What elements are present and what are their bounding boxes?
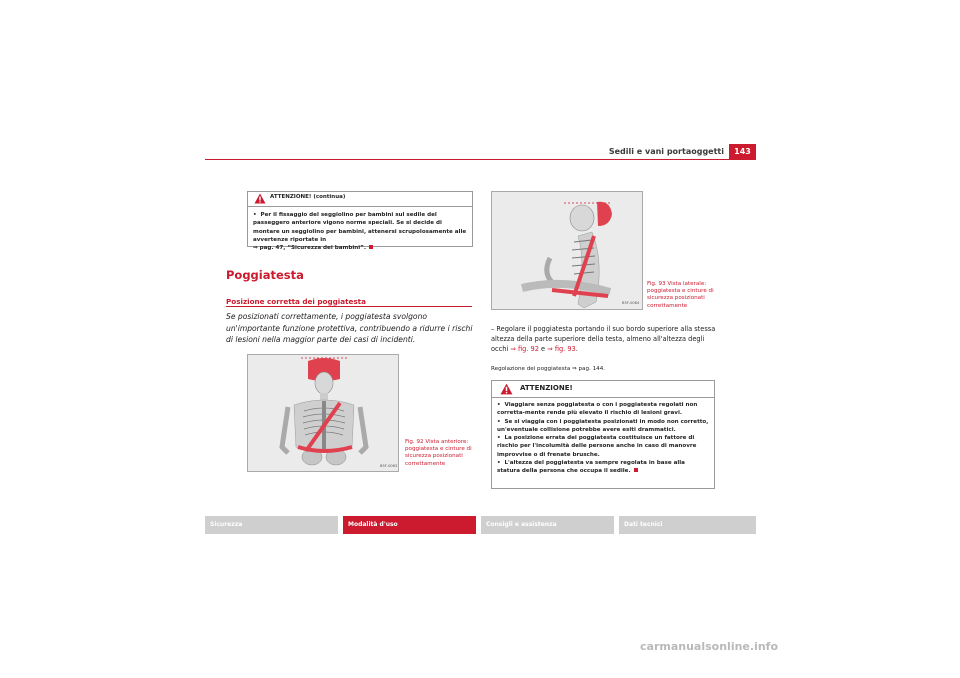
bullet-icon: • bbox=[253, 212, 257, 218]
warning-continued-text bbox=[248, 207, 472, 255]
caption-line: Fig. 92 Vista anteriore: bbox=[405, 439, 469, 445]
warning-triangle-icon bbox=[500, 383, 513, 395]
bullet-icon: • bbox=[497, 418, 501, 425]
footer-tab-modalita-uso[interactable] bbox=[343, 516, 476, 534]
warning-box bbox=[491, 380, 715, 489]
step-text: – Regolare il poggiatesta portando il suo bordo superiore alla stessa altezza della parte superiore della testa, almeno all'altezza degli occhi bbox=[491, 325, 716, 353]
bullet-icon: • bbox=[497, 435, 501, 442]
regolazione-ref: Regolazione dei poggiatesta ⇒ pag. 144. bbox=[491, 366, 606, 372]
warning-continued-box bbox=[247, 191, 473, 252]
warning-continued-body: Per il fissaggio del seggiolino per bambini sul sedile del passeggero anteriore vigono norme speciali. Se si decide di montare un seggiolino per bambini, attenersi scrupolosamente alle avvertenze riportate in bbox=[253, 212, 467, 243]
warning-body bbox=[492, 398, 714, 479]
caption-line: poggiatesta e cinture di bbox=[405, 446, 472, 453]
caption-line: poggiatesta e cinture di bbox=[647, 288, 714, 295]
footer-tab-label: Dati tecnici bbox=[624, 521, 663, 528]
side-view-illustration bbox=[492, 192, 642, 309]
warning-triangle-icon bbox=[254, 193, 266, 204]
front-view-illustration bbox=[248, 355, 398, 471]
warning-item bbox=[497, 434, 709, 459]
figure-92-caption bbox=[405, 439, 475, 468]
end-marker-icon bbox=[634, 468, 638, 472]
warning-item-text: Viaggiare senza poggiatesta o con i poggiatesta regolati non corretta-mente rende più elevato il rischio di lesioni gravi. bbox=[497, 402, 698, 417]
page-number: 143 bbox=[729, 144, 756, 159]
caption-line: correttamente bbox=[405, 460, 446, 467]
instruction-step bbox=[491, 325, 721, 354]
footer-tab-dati-tecnici[interactable] bbox=[619, 516, 756, 534]
watermark: carmanualsonline.info bbox=[640, 640, 778, 653]
warning-continued-ref[interactable]: ⇒ pag. 47, “Sicurezza dei bambini”. bbox=[253, 245, 366, 252]
warning-continued-header bbox=[248, 192, 472, 207]
section-title: Poggiatesta bbox=[226, 268, 304, 282]
caption-line: Fig. 93 Vista laterale: bbox=[647, 281, 707, 287]
warning-item-text: Se si viaggia con i poggiatesta posizionati in modo non corretto, un'eventuale collisione potrebbe avere esiti drammatici. bbox=[497, 418, 709, 433]
fig92-link[interactable]: ⇒ fig. 92 bbox=[510, 344, 539, 353]
warning-item-text: L'altezza del poggiatesta va sempre regolata in base alla statura della persona che occupa il sedile. bbox=[497, 460, 685, 475]
step-conjunction: e bbox=[538, 344, 548, 353]
figure-92 bbox=[247, 354, 399, 472]
caption-line: correttamente bbox=[647, 302, 688, 309]
figure-92-code: B5F-0063 bbox=[380, 464, 398, 468]
warning-label: ATTENZIONE! bbox=[520, 384, 573, 392]
footer-tab-sicurezza[interactable] bbox=[205, 516, 338, 534]
end-marker-icon bbox=[369, 245, 373, 249]
bullet-icon: • bbox=[497, 402, 501, 408]
figure-93-code: B5F-0064 bbox=[622, 301, 640, 305]
subtitle-rule bbox=[226, 306, 472, 307]
footer-tab-label: Modalità d'uso bbox=[348, 521, 398, 528]
figure-93 bbox=[491, 191, 643, 310]
caption-line: sicurezza posizionati bbox=[647, 295, 705, 302]
section-subtitle: Posizione corretta dei poggiatesta bbox=[226, 297, 366, 306]
fig93-link[interactable]: ⇒ fig. 93 bbox=[547, 344, 576, 353]
header-rule bbox=[205, 159, 756, 160]
warning-continued-label: ATTENZIONE! (continua) bbox=[270, 194, 346, 200]
caption-line: sicurezza posizionati bbox=[405, 453, 463, 460]
footer-tab-label: Consigli e assistenza bbox=[486, 521, 557, 528]
warning-item bbox=[497, 459, 709, 476]
warning-item bbox=[497, 418, 709, 435]
footer-tab-label: Sicurezza bbox=[210, 521, 243, 528]
footer-tab-consigli[interactable] bbox=[481, 516, 614, 534]
bullet-icon: • bbox=[497, 460, 501, 467]
intro-paragraph: Se posizionati correttamente, i poggiatesta svolgono un'importante funzione protettiva, contribuendo a ridurre i rischi di lesioni nella maggior parte dei casi di incidenti. bbox=[226, 312, 473, 344]
warning-item bbox=[497, 401, 709, 418]
figure-93-caption bbox=[647, 281, 719, 310]
step-end: . bbox=[575, 344, 578, 353]
chapter-title: Sedili e vani portaoggetti bbox=[608, 147, 724, 156]
warning-header bbox=[492, 381, 714, 398]
warning-item-text: La posizione errata dei poggiatesta costituisce un fattore di rischio per l'incolumità delle persone anche in caso di manovre improvvise o di frenate brusche. bbox=[497, 435, 697, 458]
